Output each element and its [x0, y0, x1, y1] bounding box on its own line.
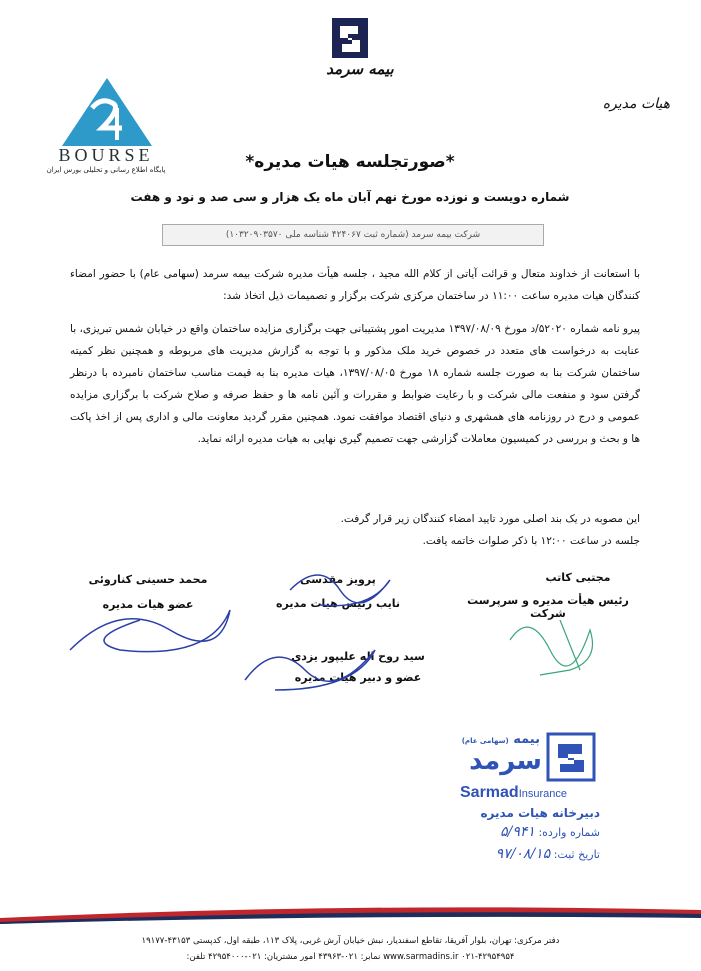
signatory-4-role: عضو و دبیر هیات مدیره	[294, 671, 422, 684]
stamp-office: دبیرخانه هیات مدیره	[480, 806, 600, 820]
stamp-date-value: ۹۷/۰۸/۱۵	[495, 846, 551, 862]
stamp-brand-en: Sarmad	[460, 784, 519, 801]
stamp-number-label: شماره وارده:	[538, 826, 600, 839]
signature-scrawl-2	[280, 560, 400, 620]
stamp-number-value: ۵/۹۴۱	[500, 824, 535, 840]
registration-box: شرکت بیمه سرمد (شماره ثبت ۴۲۴۰۶۷ شناسه ملی ۱۰۳۲۰۹۰۳۵۷۰)	[162, 224, 544, 246]
footer-address: دفتر مرکزی: تهران، بلوار آفریقا، تقاطع اسفندیار، نبش خیابان آرش غربی، پلاک ۱۱۳، طبقه اول، کدپستی ۴۳۱۵۳-۱۹۱۷۷	[141, 936, 560, 946]
board-tag: هیات مدیره	[602, 96, 670, 112]
signatory-3-name: محمد حسینی کناروئی	[88, 573, 208, 586]
stamp-brand-en-suffix: Insurance	[518, 788, 568, 800]
stamp-logo-icon	[546, 732, 596, 782]
signatory-1-role: رئیس هیأت مدیره و سرپرست شرکت	[467, 594, 629, 620]
office-stamp	[430, 728, 610, 878]
signatory-2-role: نایب رئیس هیات مدیره	[276, 597, 400, 610]
signatory-2-name: پرویز مقدسی	[300, 573, 376, 586]
company-wordmark: بیمه سرمد	[326, 60, 394, 78]
bourse-wordmark: BOURSE	[58, 145, 154, 165]
bourse-subtitle: پایگاه اطلاع رسانی و تحلیلی بورس ایران	[46, 166, 166, 174]
document-subtitle: شماره دویست و نوزده مورخ نهم آبان ماه یک هزار و سی صد و نود و هفت	[130, 190, 570, 204]
closing-paragraph	[70, 508, 640, 552]
closing-line-1: این مصوبه در یک بند اصلی مورد تایید امضاء کنندگان زیر قرار گرفت.	[340, 513, 640, 525]
signature-scrawl-3	[60, 580, 240, 670]
stamp-date-row	[450, 846, 600, 862]
footer-decoration	[0, 904, 701, 924]
resolution-paragraph: پیرو نامه شماره ۵۲۰۲۰/د مورخ ۱۳۹۷/۰۸/۰۹ مدیریت امور پشتیبانی جهت برگزاری مزایده ساختمان واقع در خیابان شمس تبریزی، با عنایت به درخواست های متعدد در خصوص خرید ملک مذکور و با توجه به گزارش مدیریت های مربوطه و همچنین نظر کمیته ساختمان شرکت بنا به صورت جلسه شماره ۱۸ مورخ ۱۳۹۷/۰۸/۰۵، هیات مدیره بنا به قیمت مناسب ساختمان نامبرده با درنظر گرفتن سود و منفعت مالی شرکت و با رعایت ضوابط و مقررات و آئین نامه ها و حفظ صرفه و صلاح شرکت با برگزاری مزایده عمومی و درج در روزنامه های همشهری و دنیای اقتصاد موافقت نمود. همچنین مقرر گردید معاونت مالی و اداری پس از اخذ پاکت ها و بحث و بررسی در کمیسیون معاملات گزارشی جهت تصمیم گیری نهایی به هیات مدیره ارائه نماید.	[70, 323, 641, 445]
stamp-date-label: تاریخ ثبت:	[553, 848, 600, 861]
bourse-logo-icon	[62, 78, 152, 146]
stamp-brand-note: (سهامی عام)	[461, 737, 509, 745]
signatory-3-role: عضو هیات مدیره	[102, 598, 194, 611]
signatory-4-name: سید روح اله علیپور یزدی	[291, 650, 425, 663]
stamp-brand-fa: سرمد	[469, 746, 542, 776]
stamp-number-row	[450, 824, 600, 840]
closing-line-2: جلسه در ساعت ۱۲:۰۰ با ذکر صلوات خاتمه یافت.	[422, 535, 640, 547]
signature-scrawl-4	[235, 630, 385, 700]
document-title: *صورتجلسه هیات مدیره*	[245, 152, 455, 172]
sarmad-logo-icon	[330, 16, 370, 60]
intro-paragraph: با استعانت از خداوند متعال و قرائت آیاتی از کلام الله مجید ، جلسه هیأت مدیره شرکت بیمه سرمد (سهامی عام) با حضور امضاء کنندگان هیات مدیره ساعت ۱۱:۰۰ در ساختمان مرکزی شرکت برگزار و تصمیمات ذیل اتخاذ شد:	[70, 268, 640, 302]
signatory-1-name: مجتبی کاتب	[545, 571, 611, 584]
footer-contacts: www.sarmadins.ir ۰۲۱-۴۲۹۵۴۹۵۴ نمابر: ۰۲۱-۴۳۹۶۳ امور مشتریان: ۰۲۱-۴۲۹۵۴۰۰۰ تلفن:	[186, 952, 515, 962]
stamp-brand-small: بیمه	[513, 732, 540, 747]
